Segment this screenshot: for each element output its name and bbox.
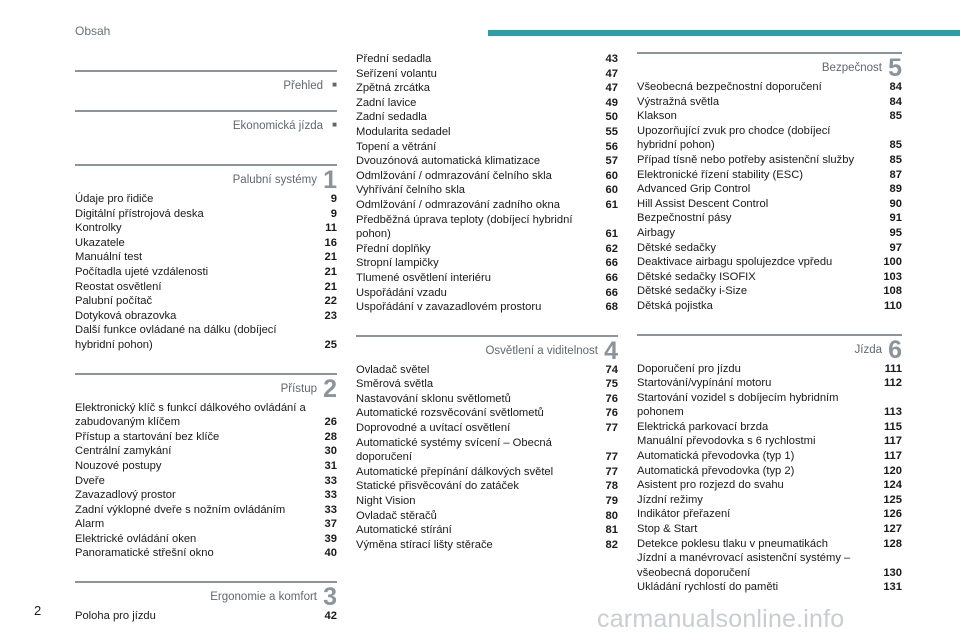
- entry-title: Modularita sedadel: [356, 125, 451, 138]
- toc-entry[interactable]: [75, 294, 337, 309]
- toc-section: [75, 164, 337, 353]
- toc-entry[interactable]: [637, 420, 902, 435]
- toc-entry[interactable]: [356, 125, 618, 140]
- toc-entry[interactable]: [356, 509, 618, 524]
- entry-title: Údaje pro řidiče: [75, 193, 154, 205]
- entry-page-number: 128: [883, 537, 902, 550]
- entry-title: Night Vision: [356, 495, 416, 508]
- entry-title: Stropní lampičky: [356, 257, 439, 270]
- toc-section: [637, 334, 902, 596]
- entry-page-number: 21: [324, 251, 337, 264]
- section-entries: [637, 362, 902, 596]
- page-header-title: Obsah: [75, 24, 111, 38]
- entry-title: Statické přisvěcování do zatáček: [356, 480, 519, 493]
- section-header: [75, 110, 337, 134]
- toc-section: [75, 373, 337, 562]
- toc-entry[interactable]: [637, 270, 902, 285]
- entry-page-number: 112: [883, 377, 902, 390]
- toc-entry[interactable]: [637, 507, 902, 522]
- entry-title: Automatické rozsvěcování světlometů: [356, 407, 544, 420]
- entry-page-number: 91: [889, 212, 902, 225]
- entry-page-number: 108: [883, 285, 902, 298]
- toc-entry[interactable]: [637, 197, 902, 212]
- toc-section: [356, 52, 618, 315]
- entry-title: Další funkce ovládané na dálku (dobíjecí hybridní pohon): [75, 324, 277, 351]
- section-entries: [356, 363, 618, 553]
- entry-page-number: 22: [324, 295, 337, 308]
- toc-entry[interactable]: [75, 221, 337, 236]
- toc-entry[interactable]: [637, 362, 902, 377]
- entry-title: Airbagy: [637, 226, 675, 239]
- entry-title: Manuální převodovka s 6 rychlostmi: [637, 435, 816, 448]
- entry-page-number: 9: [330, 193, 337, 205]
- entry-title: Indikátor přeřazení: [637, 508, 731, 521]
- toc-entry[interactable]: [75, 517, 337, 532]
- toc-entry[interactable]: [637, 434, 902, 449]
- toc-entry[interactable]: [75, 280, 337, 295]
- toc-entry[interactable]: [356, 377, 618, 392]
- toc-entry[interactable]: [637, 153, 902, 168]
- toc-entry[interactable]: [637, 226, 902, 241]
- toc-entry[interactable]: [637, 580, 902, 595]
- toc-entry[interactable]: [637, 284, 902, 299]
- entry-page-number: 39: [324, 532, 337, 545]
- entry-page-number: 131: [883, 581, 902, 594]
- toc-entry[interactable]: [356, 538, 618, 553]
- entry-title: Centrální zamykání: [75, 445, 172, 458]
- entry-title: Zavazadlový prostor: [75, 489, 176, 502]
- entry-page-number: 62: [605, 242, 618, 255]
- entry-title: Zadní sedadla: [356, 111, 427, 124]
- entry-title: Ukazatele: [75, 236, 125, 249]
- toc-entry[interactable]: [356, 271, 618, 286]
- toc-entry[interactable]: [637, 299, 902, 314]
- entry-title: Uspořádání v zavazadlovém prostoru: [356, 301, 542, 314]
- entry-title: Automatická převodovka (typ 2): [637, 464, 795, 477]
- entry-title: Reostat osvětlení: [75, 280, 162, 293]
- entry-page-number: 117: [883, 450, 902, 463]
- entry-page-number: 33: [324, 489, 337, 502]
- toc-column-2: [356, 52, 618, 552]
- toc-entry[interactable]: [637, 376, 902, 391]
- entry-page-number: 37: [324, 518, 337, 531]
- entry-title: Panoramatické střešní okno: [75, 547, 214, 560]
- entry-page-number: 33: [324, 474, 337, 487]
- entry-title: Jízdní a manévrovací asistenční systémy – všeobecná doporučení: [637, 552, 851, 579]
- entry-page-number: 61: [605, 198, 618, 211]
- entry-title: Elektronické řízení stability (ESC): [637, 168, 803, 181]
- entry-page-number: 49: [605, 96, 618, 109]
- toc-entry[interactable]: [75, 474, 337, 489]
- entry-title: Tlumené osvětlení interiéru: [356, 271, 491, 284]
- entry-page-number: 25: [324, 338, 337, 351]
- toc-entry[interactable]: [75, 401, 337, 430]
- toc-entry[interactable]: [637, 537, 902, 552]
- entry-title: Poloha pro jízdu: [75, 610, 156, 623]
- entry-title: Detekce poklesu tlaku v pneumatikách: [637, 537, 828, 550]
- entry-page-number: 120: [883, 464, 902, 477]
- entry-title: Kontrolky: [75, 222, 122, 235]
- toc-entry[interactable]: [637, 241, 902, 256]
- toc-entry[interactable]: [637, 493, 902, 508]
- entry-page-number: 111: [884, 362, 902, 375]
- entry-page-number: 66: [605, 271, 618, 284]
- toc-entry[interactable]: [637, 168, 902, 183]
- entry-title: Automatické systémy svícení – Obecná doporučení: [356, 436, 552, 464]
- toc-entry[interactable]: [637, 182, 902, 197]
- entry-title: Ovladač stěračů: [356, 509, 437, 522]
- entry-title: Případ tísně nebo potřeby asistenční služby: [637, 153, 855, 166]
- entry-title: Elektrické ovládání oken: [75, 532, 197, 545]
- entry-page-number: 127: [883, 523, 902, 536]
- toc-entry[interactable]: [356, 406, 618, 421]
- section-number: ■: [332, 120, 337, 129]
- toc-column-3: [637, 52, 902, 595]
- entry-page-number: 77: [605, 465, 618, 478]
- toc-entry[interactable]: [75, 192, 337, 207]
- watermark: carmanualsonline.info: [597, 605, 845, 633]
- entry-title: Topení a větrání: [356, 140, 437, 153]
- entry-title: Odmlžování / odmrazování čelního skla: [356, 169, 552, 182]
- entry-title: Startování/vypínání motoru: [637, 377, 772, 390]
- entry-title: Dětská pojistka: [637, 299, 713, 312]
- toc-entry[interactable]: [75, 532, 337, 547]
- toc-entry[interactable]: [356, 154, 618, 169]
- section-entries: [75, 609, 337, 624]
- entry-page-number: 28: [324, 430, 337, 443]
- section-title[interactable]: Osvětlení a viditelnost: [485, 344, 598, 357]
- entry-page-number: 85: [889, 139, 902, 152]
- entry-title: Dětské sedačky i-Size: [637, 285, 748, 298]
- entry-page-number: 82: [605, 538, 618, 551]
- entry-title: Ovladač světel: [356, 363, 430, 376]
- section-header: [75, 581, 337, 612]
- toc-entry[interactable]: [637, 109, 902, 124]
- toc-entry[interactable]: [637, 551, 902, 580]
- entry-page-number: 56: [605, 140, 618, 153]
- entry-page-number: 9: [330, 207, 337, 220]
- entry-title: Zpětná zrcátka: [356, 82, 430, 95]
- entry-page-number: 80: [605, 509, 618, 522]
- toc-section: [75, 70, 337, 94]
- entry-page-number: 125: [883, 493, 902, 506]
- entry-page-number: 78: [605, 480, 618, 493]
- entry-page-number: 66: [605, 286, 618, 299]
- toc-entry[interactable]: [75, 444, 337, 459]
- section-entries: [75, 401, 337, 562]
- entry-page-number: 40: [324, 547, 337, 560]
- entry-page-number: 26: [324, 416, 337, 429]
- entry-page-number: 81: [605, 524, 618, 537]
- toc-entry[interactable]: [75, 430, 337, 445]
- toc-entry[interactable]: [356, 198, 618, 213]
- entry-title: Upozorňující zvuk pro chodce (dobíjecí hybridní pohon): [637, 124, 831, 152]
- entry-title: Uspořádání vzadu: [356, 286, 447, 299]
- entry-page-number: 23: [324, 309, 337, 322]
- entry-title: Výměna stírací lišty stěrače: [356, 538, 493, 551]
- entry-title: Přístup a startování bez klíče: [75, 430, 220, 443]
- toc-entry[interactable]: [356, 286, 618, 301]
- toc-entry[interactable]: [356, 392, 618, 407]
- entry-page-number: 66: [605, 257, 618, 270]
- entry-title: Předběžná úprava teploty (dobíjecí hybridní pohon): [356, 213, 573, 241]
- toc-entry[interactable]: [75, 546, 337, 561]
- toc-entry[interactable]: [637, 464, 902, 479]
- entry-title: Dětské sedačky: [637, 241, 716, 254]
- toc-entry[interactable]: [356, 96, 618, 111]
- toc-entry[interactable]: [637, 95, 902, 110]
- entry-title: Všeobecná bezpečnostní doporučení: [637, 81, 822, 93]
- entry-page-number: 85: [889, 153, 902, 166]
- entry-title: Doporučení pro jízdu: [637, 362, 741, 375]
- toc-entry[interactable]: [637, 478, 902, 493]
- toc-entry[interactable]: [637, 449, 902, 464]
- entry-title: Nouzové postupy: [75, 459, 162, 472]
- entry-page-number: 95: [889, 226, 902, 239]
- entry-title: Seřízení volantu: [356, 67, 437, 80]
- toc-entry[interactable]: [356, 465, 618, 480]
- toc-entry[interactable]: [356, 300, 618, 315]
- entry-page-number: 90: [889, 197, 902, 210]
- toc-entry[interactable]: [356, 523, 618, 538]
- entry-page-number: 11: [325, 222, 337, 235]
- section-entries: [75, 192, 337, 353]
- entry-title: Klakson: [637, 110, 677, 123]
- toc-column-1: [75, 52, 337, 624]
- entry-page-number: 84: [889, 81, 902, 93]
- entry-title: Manuální test: [75, 251, 143, 264]
- toc-entry[interactable]: [356, 169, 618, 184]
- header-accent-bar: [488, 30, 960, 36]
- entry-page-number: 103: [883, 270, 902, 283]
- entry-page-number: 87: [889, 168, 902, 181]
- entry-title: Dveře: [75, 474, 105, 487]
- entry-page-number: 42: [324, 610, 337, 623]
- entry-page-number: 16: [324, 236, 337, 249]
- entry-page-number: 117: [883, 435, 902, 448]
- entry-title: Zadní lavice: [356, 96, 417, 109]
- toc-entry[interactable]: [75, 503, 337, 518]
- toc-entry[interactable]: [75, 236, 337, 251]
- entry-page-number: 21: [324, 265, 337, 278]
- section-header: [356, 335, 618, 363]
- entry-page-number: 97: [889, 241, 902, 254]
- toc-entry[interactable]: [356, 479, 618, 494]
- entry-title: Alarm: [75, 518, 105, 531]
- entry-title: Startování vozidel s dobíjecím hybridním pohonem: [637, 391, 839, 419]
- entry-page-number: 21: [324, 280, 337, 293]
- section-header: [75, 70, 337, 94]
- section-title[interactable]: Přehled: [283, 80, 323, 92]
- entry-title: Elektrická parkovací brzda: [637, 420, 769, 433]
- entry-title: Deaktivace airbagu spolujezdce vpředu: [637, 256, 833, 269]
- toc-entry[interactable]: [75, 250, 337, 265]
- entry-page-number: 61: [605, 228, 618, 241]
- entry-title: Stop & Start: [637, 523, 698, 536]
- toc-section: [637, 52, 902, 314]
- entry-page-number: 115: [883, 420, 902, 433]
- entry-page-number: 47: [605, 67, 618, 80]
- toc-entry[interactable]: [75, 207, 337, 222]
- entry-page-number: 89: [889, 183, 902, 196]
- entry-title: Dětské sedačky ISOFIX: [637, 270, 756, 283]
- entry-title: Ukládání rychlostí do paměti: [637, 581, 779, 594]
- section-header: [75, 373, 337, 401]
- section-number: 4: [604, 336, 618, 365]
- toc-entry[interactable]: [75, 459, 337, 474]
- entry-page-number: 68: [605, 301, 618, 314]
- section-title[interactable]: Palubní systémy: [232, 174, 317, 186]
- toc-entry[interactable]: [356, 436, 618, 465]
- toc-entry[interactable]: [356, 494, 618, 509]
- entry-page-number: 85: [889, 110, 902, 123]
- entry-page-number: 100: [883, 256, 902, 269]
- entry-title: Počítadla ujeté vzdálenosti: [75, 265, 209, 278]
- toc-entry[interactable]: [637, 211, 902, 226]
- toc-entry[interactable]: [75, 609, 337, 624]
- toc-entry[interactable]: [637, 522, 902, 537]
- entry-page-number: 60: [605, 184, 618, 197]
- entry-title: Palubní počítač: [75, 295, 153, 308]
- entry-title: Nastavování sklonu světlometů: [356, 392, 511, 405]
- toc-section: [75, 581, 337, 624]
- toc-entry[interactable]: [356, 81, 618, 96]
- section-title[interactable]: Bezpečnost: [821, 62, 882, 74]
- toc-entry[interactable]: [356, 242, 618, 257]
- entry-page-number: 77: [605, 422, 618, 435]
- entry-title: Automatická převodovka (typ 1): [637, 450, 795, 463]
- entry-page-number: 130: [883, 566, 902, 579]
- section-entries: [356, 52, 618, 315]
- entry-title: Bezpečnostní pásy: [637, 212, 732, 225]
- section-number: 2: [323, 374, 337, 403]
- toc-entry[interactable]: [637, 80, 902, 95]
- section-title[interactable]: Jízda: [854, 343, 882, 356]
- entry-title: Digitální přístrojová deska: [75, 207, 204, 220]
- entry-title: Jízdní režimy: [637, 493, 703, 506]
- entry-page-number: 75: [605, 378, 618, 391]
- entry-page-number: 47: [605, 82, 618, 95]
- section-number: ■: [332, 80, 337, 89]
- entry-page-number: 79: [605, 495, 618, 508]
- section-number: 3: [323, 583, 337, 612]
- toc-entry[interactable]: [637, 391, 902, 420]
- entry-title: Automatické přepínání dálkových světel: [356, 465, 554, 478]
- entry-page-number: 50: [605, 111, 618, 124]
- entry-title: Advanced Grip Control: [637, 183, 751, 196]
- entry-page-number: 124: [883, 479, 902, 492]
- section-title[interactable]: Ergonomie a komfort: [210, 591, 317, 604]
- toc-entry[interactable]: [356, 52, 618, 67]
- entry-page-number: 113: [883, 406, 902, 419]
- entry-title: Vyhřívání čelního skla: [356, 184, 466, 197]
- entry-title: Hill Assist Descent Control: [637, 197, 769, 210]
- section-number: 6: [888, 335, 902, 364]
- entry-page-number: 55: [605, 125, 618, 138]
- entry-page-number: 31: [324, 459, 337, 472]
- entry-title: Přední sedadla: [356, 53, 432, 65]
- toc-entry[interactable]: [75, 265, 337, 280]
- section-number: 5: [888, 54, 902, 82]
- toc-entry[interactable]: [75, 309, 337, 324]
- entry-title: Dvouzónová automatická klimatizace: [356, 155, 541, 168]
- section-entries: [637, 80, 902, 314]
- toc-entry[interactable]: [356, 110, 618, 125]
- entry-page-number: 74: [605, 363, 618, 376]
- toc-entry[interactable]: [637, 124, 902, 153]
- section-title[interactable]: Přístup: [280, 382, 317, 395]
- entry-page-number: 33: [324, 503, 337, 516]
- toc-section: [356, 335, 618, 553]
- entry-title: Elektronický klíč s funkcí dálkového ovládání a zabudovaným klíčem: [75, 401, 306, 429]
- entry-title: Automatické stírání: [356, 524, 452, 537]
- page-number: 2: [34, 603, 42, 618]
- entry-title: Výstražná světla: [637, 95, 720, 108]
- entry-title: Doprovodné a uvítací osvětlení: [356, 422, 511, 435]
- entry-page-number: 77: [605, 451, 618, 464]
- entry-page-number: 30: [324, 445, 337, 458]
- entry-page-number: 84: [889, 95, 902, 108]
- toc-entry[interactable]: [356, 421, 618, 436]
- section-title[interactable]: Ekonomická jízda: [232, 120, 323, 132]
- section-header: [75, 164, 337, 192]
- toc-entry[interactable]: [356, 140, 618, 155]
- toc-entry[interactable]: [637, 255, 902, 270]
- entry-title: Dotyková obrazovka: [75, 309, 177, 322]
- toc-entry[interactable]: [356, 67, 618, 82]
- toc-section: [75, 110, 337, 134]
- section-header: [637, 52, 902, 80]
- toc-entry[interactable]: [75, 488, 337, 503]
- entry-page-number: 43: [605, 53, 618, 65]
- toc-entry[interactable]: [356, 213, 618, 242]
- toc-entry[interactable]: [356, 363, 618, 378]
- entry-page-number: 57: [605, 155, 618, 168]
- toc-entry[interactable]: [356, 183, 618, 198]
- entry-page-number: 60: [605, 169, 618, 182]
- toc-entry[interactable]: [356, 256, 618, 271]
- entry-title: Přední doplňky: [356, 242, 431, 255]
- entry-title: Směrová světla: [356, 378, 434, 391]
- entry-title: Zadní výklopné dveře s nožním ovládáním: [75, 503, 286, 516]
- section-header: [637, 334, 902, 362]
- entry-title: Odmlžování / odmrazování zadního okna: [356, 198, 560, 211]
- entry-page-number: 76: [605, 407, 618, 420]
- section-number: 1: [323, 166, 337, 194]
- toc-entry[interactable]: [75, 323, 337, 352]
- entry-page-number: 110: [883, 299, 902, 312]
- entry-page-number: 126: [883, 508, 902, 521]
- entry-page-number: 76: [605, 392, 618, 405]
- entry-title: Asistent pro rozjezd do svahu: [637, 479, 784, 492]
